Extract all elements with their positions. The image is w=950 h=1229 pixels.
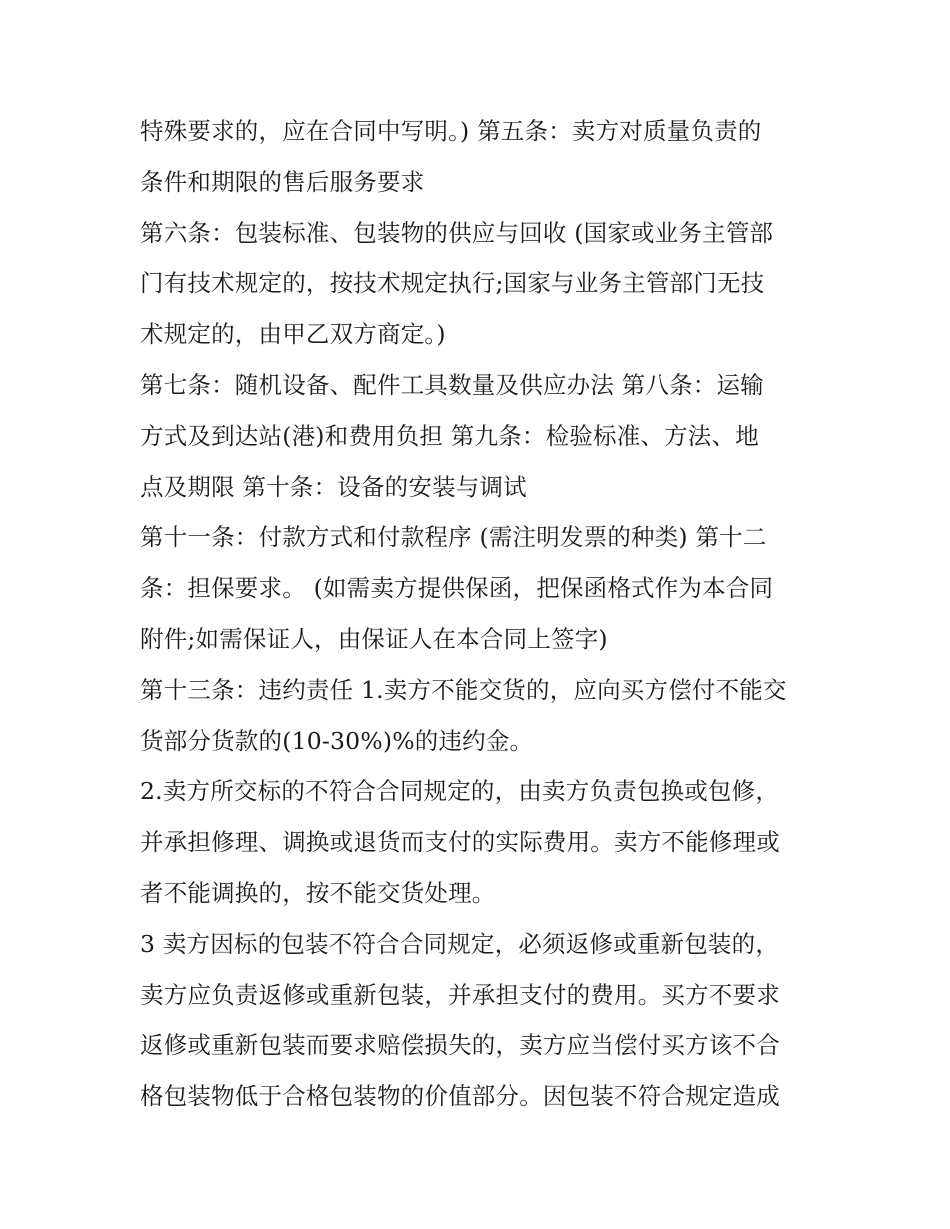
text-line: 点及期限 第十条：设备的安装与调试	[140, 472, 527, 501]
text-line: 第十三条：违约责任 1.卖方不能交货的，应向买方偿付不能交	[140, 675, 787, 704]
text-line: 门有技术规定的，按技术规定执行;国家与业务主管部门无技	[140, 269, 765, 298]
text-line: 条件和期限的售后服务要求	[140, 167, 425, 196]
text-line: 2.卖方所交标的不符合合同规定的，由卖方负责包换或包修，	[140, 777, 780, 806]
text-line: 第七条：随机设备、配件工具数量及供应办法 第八条：运输	[140, 370, 764, 399]
text-line: 并承担修理、调换或退货而支付的实际费用。卖方不能修理或	[140, 828, 780, 857]
text-line: 3 卖方因标的包装不符合合同规定，必须返修或重新包装的，	[140, 929, 780, 958]
text-line: 者不能调换的，按不能交货处理。	[140, 878, 496, 907]
text-line: 第十一条：付款方式和付款程序 (需注明发票的种类) 第十二	[140, 523, 767, 552]
text-line: 格包装物低于合格包装物的价值部分。因包装不符合规定造成	[140, 1082, 780, 1111]
text-line: 术规定的，由甲乙双方商定。)	[140, 320, 446, 349]
text-line: 条：担保要求。 (如需卖方提供保函，把保函格式作为本合同	[140, 574, 774, 603]
text-line: 第六条：包装标准、包装物的供应与回收 (国家或业务主管部	[140, 218, 774, 247]
text-line: 货部分货款的(10-30%)%的违约金。	[140, 726, 534, 755]
text-line: 返修或重新包装而要求赔偿损失的，卖方应当偿付买方该不合	[140, 1031, 780, 1060]
text-line: 特殊要求的，应在合同中写明。) 第五条：卖方对质量负责的	[140, 117, 762, 145]
text-line: 附件;如需保证人，由保证人在本合同上签字)	[140, 624, 608, 653]
text-line: 卖方应负责返修或重新包装，并承担支付的费用。买方不要求	[140, 980, 780, 1009]
text-line: 方式及到达站(港)和费用负担 第九条：检验标准、方法、地	[140, 421, 759, 450]
document-body	[140, 106, 820, 1122]
